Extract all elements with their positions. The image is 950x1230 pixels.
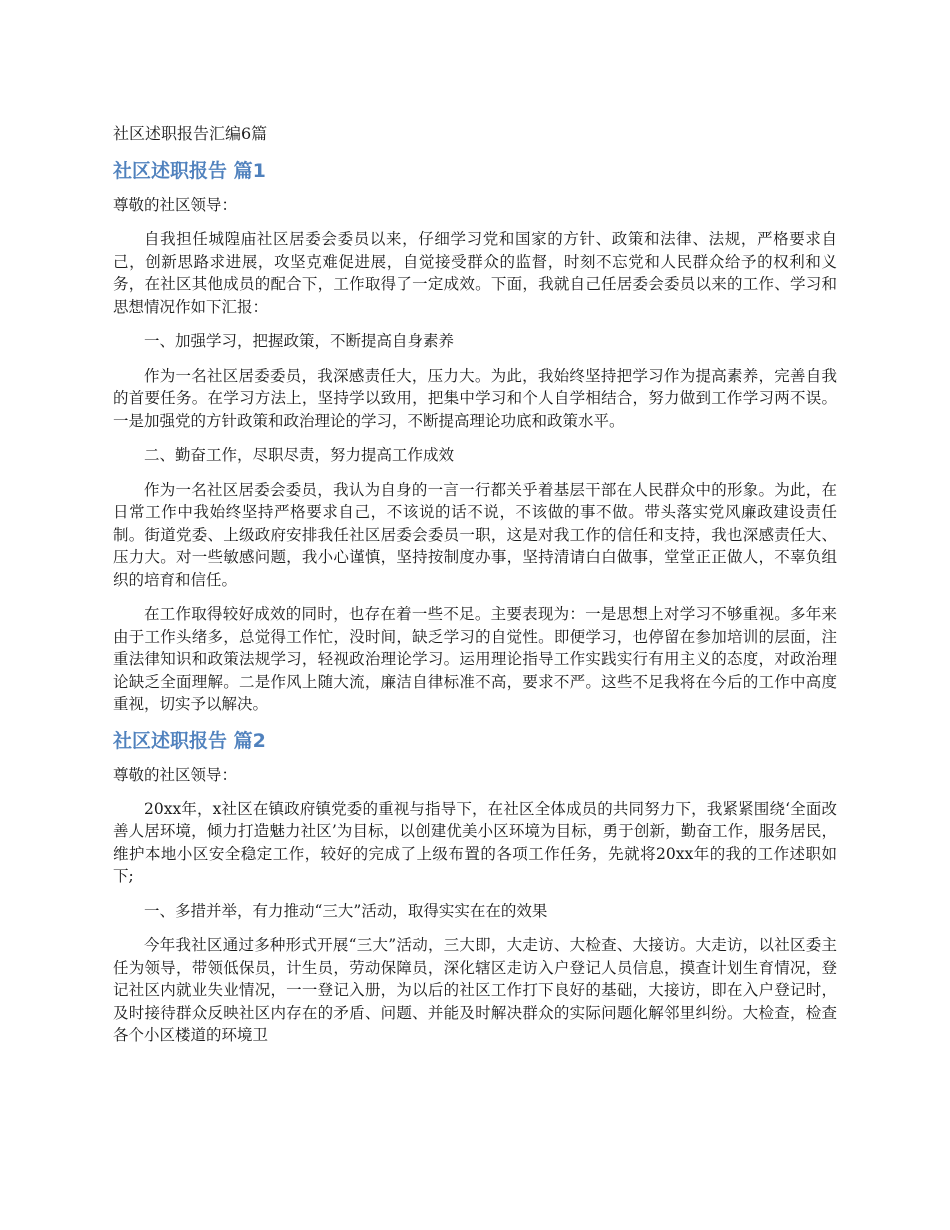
paragraph: 作为一名社区居委会委员，我认为自身的一言一行都关乎着基层干部在人民群众中的形象。为此，在日常工作中我始终坚持严格要求自己，不该说的话不说，不该做的事不做。带头落实党风廉政建设责任制。街道党委、上级政府安排我任社区居委会委员一职，这是对我工作的信任和支持，我也深感责任大、压力大。对一些敏感问题，我小心谨慎，坚持按制度办事，坚持清请白白做事，堂堂正正做人，不辜负组织的培育和信任。 — [113, 480, 837, 589]
section-heading: 社区述职报告 篇1 — [113, 160, 266, 182]
subheading: 二、勤奋工作，尽职尽责，努力提高工作成效 — [144, 446, 455, 464]
document-page — [113, 122, 837, 1059]
paragraph: 作为一名社区居委委员，我深感责任大，压力大。为此，我始终坚持把学习作为提高素养，完善自我的首要任务。在学习方法上，坚持学以致用，把集中学习和个人自学相结合，努力做到工作学习两不误。一是加强党的方针政策和政治理论的学习，不断提高理论功底和政策水平。 — [113, 366, 837, 430]
section-1 — [113, 158, 837, 716]
salutation: 尊敬的社区领导： — [113, 765, 238, 784]
section-heading: 社区述职报告 篇2 — [113, 729, 266, 752]
subheading: 一、加强学习，把握政策，不断提高自身素养 — [144, 332, 455, 350]
paragraph: 自我担任城隍庙社区居委会委员以来，仔细学习党和国家的方针、政策和法律、法规，严格要求自己，创新思路求进展，攻坚克难促进展，自觉接受群众的监督，时刻不忘党和人民群众给予的权利和义务，在社区其他成员的配合下，工作取得了一定成效。下面，我就自己任居委会委员以来的工作、学习和思想情况作如下汇报： — [113, 230, 837, 316]
section-2 — [113, 728, 837, 1047]
paragraph: 在工作取得较好成效的同时，也存在着一些不足。主要表现为：一是思想上对学习不够重视。多年来由于工作头绪多，总觉得工作忙，没时间，缺乏学习的自觉性。即便学习，也停留在参加培训的层面，注重法律知识和政策法规学习，轻视政治理论学习。运用理论指导工作实践实行有用主义的态度，对政治理论缺乏全面理解。二是作风上随大流，廉洁自律标准不高，要求不严。这些不足我将在今后的工作中高度重视，切实予以解决。 — [113, 605, 837, 713]
paragraph: 今年我社区通过多种形式开展“三大”活动，三大即，大走访、大检查、大接访。大走访，以社区委主任为领导，带领低保员，计生员，劳动保障员，深化辖区走访入户登记人员信息，摸查计划生育情况，登记社区内就业失业情况，一一登记入册，为以后的社区工作打下良好的基础，大接访，即在入户登记时，及时接待群众反映社区内存在的矛盾、问题、并能及时解决群众的实际问题化解邻里纠纷。大检查，检查各个小区楼道的环境卫 — [113, 936, 837, 1044]
salutation: 尊敬的社区领导： — [113, 196, 238, 214]
document-title: 社区述职报告汇编6篇 — [113, 124, 268, 143]
paragraph: 20xx年，x社区在镇政府镇党委的重视与指导下，在社区全体成员的共同努力下，我紧紧围绕‘全面改善人居环境，倾力打造魅力社区’为目标，以创建优美小区环境为目标，勇于创新，勤奋工作，服务居民，维护本地小区安全稳定工作，较好的完成了上级布置的各项工作任务，先就将20xx年的我的工作述职如下; — [113, 799, 837, 885]
subheading: 一、多措并举，有力推动“三大”活动，取得实实在在的效果 — [144, 901, 548, 920]
